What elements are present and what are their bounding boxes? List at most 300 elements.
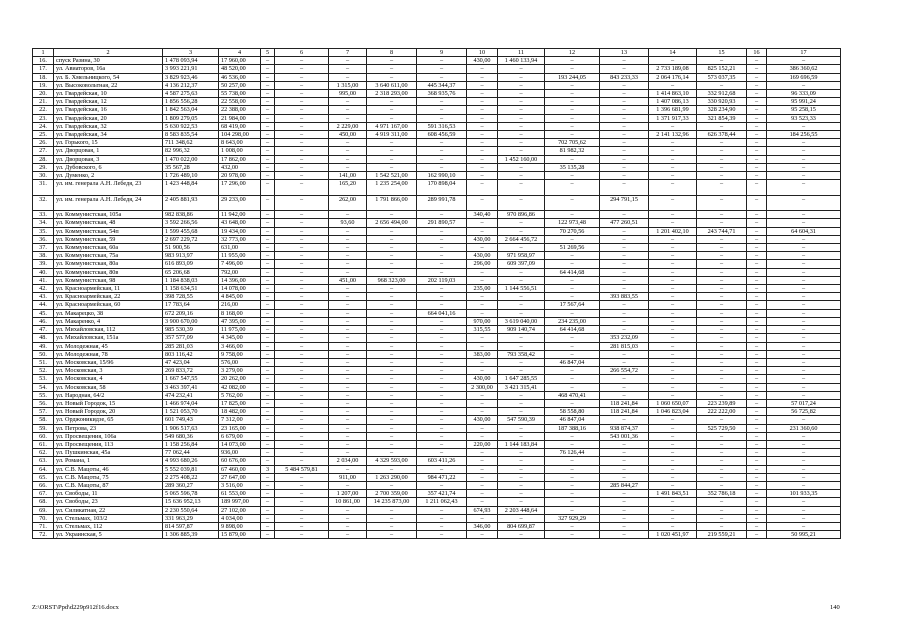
table-cell: – bbox=[545, 506, 600, 514]
table-cell: – bbox=[600, 498, 649, 506]
table-row bbox=[33, 98, 841, 106]
table-cell: – bbox=[600, 358, 649, 366]
table-cell: – bbox=[747, 106, 767, 114]
table-cell: 45. bbox=[33, 309, 54, 317]
table-cell: 5 065 596,78 bbox=[163, 490, 219, 498]
table-cell: – bbox=[697, 235, 747, 243]
table-cell: 22. bbox=[33, 106, 54, 114]
table-row bbox=[33, 514, 841, 522]
table-cell: – bbox=[767, 342, 841, 350]
table-cell: 31. bbox=[33, 180, 54, 196]
table-cell: – bbox=[747, 260, 767, 268]
table-cell: – bbox=[697, 416, 747, 424]
table-cell: 118 241,84 bbox=[600, 399, 649, 407]
table-cell: 38. bbox=[33, 252, 54, 260]
table-cell: 8 583 835,54 bbox=[163, 131, 219, 139]
table-cell: – bbox=[545, 106, 600, 114]
table-cell: 3 bbox=[261, 465, 275, 473]
table-cell: – bbox=[697, 498, 747, 506]
table-cell: – bbox=[275, 211, 329, 219]
table-cell: – bbox=[747, 334, 767, 342]
table-cell: – bbox=[261, 317, 275, 325]
table-cell: – bbox=[275, 326, 329, 334]
table-cell: – bbox=[600, 139, 649, 147]
table-cell: – bbox=[367, 163, 417, 171]
table-cell: – bbox=[767, 432, 841, 440]
table-cell: – bbox=[329, 227, 367, 235]
table-cell: – bbox=[275, 172, 329, 180]
table-cell: 549 680,36 bbox=[163, 432, 219, 440]
table-cell: 368 935,76 bbox=[417, 90, 467, 98]
table-cell: 4 034,00 bbox=[219, 514, 261, 522]
table-cell: – bbox=[767, 326, 841, 334]
table-cell: – bbox=[275, 449, 329, 457]
table-cell: – bbox=[767, 57, 841, 65]
table-cell: – bbox=[697, 301, 747, 309]
table-cell: – bbox=[649, 465, 697, 473]
table-cell: 601 749,43 bbox=[163, 416, 219, 424]
table-cell: – bbox=[545, 399, 600, 407]
table-cell: – bbox=[498, 432, 545, 440]
table-cell: – bbox=[261, 139, 275, 147]
table-cell: 42 082,00 bbox=[219, 383, 261, 391]
table-cell: 35 135,28 bbox=[545, 163, 600, 171]
table-cell: – bbox=[367, 424, 417, 432]
table-cell: 46 536,00 bbox=[219, 73, 261, 81]
table-cell: – bbox=[545, 383, 600, 391]
table-cell: – bbox=[367, 260, 417, 268]
table-cell: 982 838,86 bbox=[163, 211, 219, 219]
table-cell: – bbox=[467, 408, 498, 416]
table-cell: 47 423,04 bbox=[163, 358, 219, 366]
header-cell: 8 bbox=[367, 49, 417, 57]
table-cell: 1 466 974,04 bbox=[163, 399, 219, 407]
footer-file-path: Z:\ORST\Ppd\d229p912f16.docx bbox=[32, 604, 119, 611]
table-cell: – bbox=[261, 155, 275, 163]
table-cell: 266 554,72 bbox=[600, 367, 649, 375]
table-cell: 17. bbox=[33, 65, 54, 73]
table-cell: – bbox=[767, 260, 841, 268]
table-cell: 223 239,89 bbox=[697, 399, 747, 407]
table-cell: 58 558,80 bbox=[545, 408, 600, 416]
table-cell: – bbox=[367, 449, 417, 457]
table-cell: – bbox=[747, 90, 767, 98]
table-cell: – bbox=[367, 65, 417, 73]
table-cell: – bbox=[600, 285, 649, 293]
table-cell: – bbox=[498, 391, 545, 399]
table-cell: – bbox=[261, 285, 275, 293]
table-cell: 30. bbox=[33, 172, 54, 180]
table-cell: 4 136 212,37 bbox=[163, 81, 219, 89]
table-cell: – bbox=[275, 73, 329, 81]
table-cell: – bbox=[367, 416, 417, 424]
table-cell: – bbox=[467, 531, 498, 539]
table-cell: – bbox=[697, 350, 747, 358]
table-row bbox=[33, 473, 841, 481]
table-cell: 430,00 bbox=[467, 57, 498, 65]
table-cell: – bbox=[275, 131, 329, 139]
table-cell: 23 165,00 bbox=[219, 424, 261, 432]
table-cell: – bbox=[747, 490, 767, 498]
table-cell: – bbox=[649, 147, 697, 155]
table-cell: – bbox=[545, 65, 600, 73]
table-row bbox=[33, 106, 841, 114]
table-cell: – bbox=[697, 244, 747, 252]
table-cell: – bbox=[697, 449, 747, 457]
table-cell: – bbox=[649, 180, 697, 196]
table-cell: ул. Петрова, 23 bbox=[54, 424, 163, 432]
table-cell: 72. bbox=[33, 531, 54, 539]
table-cell: 76 126,44 bbox=[545, 449, 600, 457]
table-cell: 193 244,05 bbox=[545, 73, 600, 81]
table-cell: – bbox=[545, 180, 600, 196]
table-cell: – bbox=[261, 131, 275, 139]
table-cell: 60 676,00 bbox=[219, 457, 261, 465]
table-cell: – bbox=[767, 139, 841, 147]
table-cell: – bbox=[545, 309, 600, 317]
table-cell: – bbox=[467, 139, 498, 147]
table-cell: – bbox=[367, 227, 417, 235]
table-cell: – bbox=[600, 114, 649, 122]
table-cell: – bbox=[600, 252, 649, 260]
table-cell: 14 235 873,00 bbox=[367, 498, 417, 506]
table-cell: 2 697 229,72 bbox=[163, 235, 219, 243]
table-cell: – bbox=[467, 391, 498, 399]
table-cell: – bbox=[498, 180, 545, 196]
table-cell: 985 530,39 bbox=[163, 326, 219, 334]
table-cell: 477 260,51 bbox=[600, 219, 649, 227]
table-cell: – bbox=[747, 465, 767, 473]
table-cell: ул. Новый Городок, 15 bbox=[54, 399, 163, 407]
table-cell: – bbox=[261, 481, 275, 489]
table-cell: ул. Гвардейская, 20 bbox=[54, 114, 163, 122]
table-cell: 46 847,04 bbox=[545, 416, 600, 424]
table-cell: ул. Высоковольтная, 22 bbox=[54, 81, 163, 89]
table-cell: – bbox=[498, 98, 545, 106]
table-cell: – bbox=[697, 440, 747, 448]
header-cell: 7 bbox=[329, 49, 367, 57]
table-cell: – bbox=[261, 235, 275, 243]
table-row bbox=[33, 147, 841, 155]
table-cell: ул. С.В. Мацоты, 87 bbox=[54, 481, 163, 489]
table-cell: 14 073,00 bbox=[219, 440, 261, 448]
table-cell: 81 982,32 bbox=[545, 147, 600, 155]
table-cell: 294 791,15 bbox=[600, 195, 649, 211]
table-cell: 21 984,00 bbox=[219, 114, 261, 122]
table-cell: – bbox=[417, 531, 467, 539]
table-cell: 8 168,00 bbox=[219, 309, 261, 317]
table-cell: – bbox=[275, 235, 329, 243]
table-cell: ул. Красноармейская, 11 bbox=[54, 285, 163, 293]
table-cell: – bbox=[747, 139, 767, 147]
table-cell: 711 348,62 bbox=[163, 139, 219, 147]
header-cell: 14 bbox=[649, 49, 697, 57]
table-cell: 346,00 bbox=[467, 522, 498, 530]
table-cell: 67 460,00 bbox=[219, 465, 261, 473]
table-cell: 262,00 bbox=[329, 195, 367, 211]
table-cell: 1 460 133,94 bbox=[498, 57, 545, 65]
table-cell: – bbox=[261, 98, 275, 106]
table-cell: – bbox=[329, 317, 367, 325]
table-cell: ул. Свободы, 11 bbox=[54, 490, 163, 498]
table-cell: – bbox=[767, 317, 841, 325]
table-cell: 2 064 176,14 bbox=[649, 73, 697, 81]
table-cell: – bbox=[600, 98, 649, 106]
table-cell: – bbox=[697, 219, 747, 227]
table-cell: – bbox=[275, 522, 329, 530]
table-cell: – bbox=[747, 481, 767, 489]
table-cell: – bbox=[275, 432, 329, 440]
table-cell: – bbox=[261, 147, 275, 155]
table-row bbox=[33, 334, 841, 342]
table-cell: – bbox=[747, 285, 767, 293]
table-cell: – bbox=[747, 172, 767, 180]
table-cell: 17 567,64 bbox=[545, 301, 600, 309]
table-cell: – bbox=[261, 375, 275, 383]
table-cell: 970 896,86 bbox=[498, 211, 545, 219]
table-cell: – bbox=[545, 122, 600, 130]
table-row bbox=[33, 81, 841, 89]
table-cell: – bbox=[697, 260, 747, 268]
table-cell: – bbox=[649, 326, 697, 334]
table-cell: – bbox=[498, 147, 545, 155]
table-cell: 104 298,00 bbox=[219, 131, 261, 139]
table-cell: 1 521 053,70 bbox=[163, 408, 219, 416]
table-cell: 591 316,53 bbox=[417, 122, 467, 130]
table-row bbox=[33, 358, 841, 366]
table-cell: – bbox=[261, 326, 275, 334]
table-cell: – bbox=[275, 301, 329, 309]
table-cell: – bbox=[261, 73, 275, 81]
table-cell: – bbox=[600, 65, 649, 73]
table-cell: – bbox=[697, 465, 747, 473]
table-cell: 936,00 bbox=[219, 449, 261, 457]
table-cell: – bbox=[697, 252, 747, 260]
table-cell: – bbox=[767, 391, 841, 399]
table-cell: – bbox=[329, 350, 367, 358]
table-cell: 17 296,00 bbox=[219, 180, 261, 196]
table-cell: – bbox=[767, 180, 841, 196]
table-cell: ул. Михайловская, 112 bbox=[54, 326, 163, 334]
table-cell: 702 705,62 bbox=[545, 139, 600, 147]
table-cell: 2 318 293,00 bbox=[367, 90, 417, 98]
table-cell: – bbox=[417, 73, 467, 81]
table-cell: – bbox=[275, 350, 329, 358]
table-cell: – bbox=[329, 408, 367, 416]
table-cell: 1 906 517,63 bbox=[163, 424, 219, 432]
table-cell: 56. bbox=[33, 399, 54, 407]
table-cell: 5 630 922,53 bbox=[163, 122, 219, 130]
table-cell: – bbox=[275, 416, 329, 424]
table-cell: – bbox=[467, 367, 498, 375]
table-cell: ул. С.В. Мацоты, 46 bbox=[54, 465, 163, 473]
table-cell: – bbox=[261, 57, 275, 65]
table-cell: – bbox=[367, 481, 417, 489]
table-row bbox=[33, 57, 841, 65]
table-cell: 1 726 489,10 bbox=[163, 172, 219, 180]
table-cell: – bbox=[747, 98, 767, 106]
table-cell: – bbox=[329, 391, 367, 399]
table-cell: – bbox=[649, 383, 697, 391]
table-cell: 672 209,16 bbox=[163, 309, 219, 317]
table-cell: – bbox=[417, 155, 467, 163]
table-cell: – bbox=[767, 334, 841, 342]
table-cell: 332 912,68 bbox=[697, 90, 747, 98]
table-cell: – bbox=[697, 276, 747, 284]
table-cell: – bbox=[367, 309, 417, 317]
table-cell: 189 997,00 bbox=[219, 498, 261, 506]
table-row bbox=[33, 440, 841, 448]
table-cell: – bbox=[600, 172, 649, 180]
table-cell: – bbox=[767, 163, 841, 171]
table-cell: – bbox=[329, 416, 367, 424]
table-cell: – bbox=[747, 424, 767, 432]
table-row bbox=[33, 139, 841, 147]
table-cell: – bbox=[767, 350, 841, 358]
table-cell: ул. Коммунистская, 98 bbox=[54, 276, 163, 284]
table-cell: – bbox=[261, 383, 275, 391]
table-cell: 170 898,04 bbox=[417, 180, 467, 196]
table-cell: 1 856 556,28 bbox=[163, 98, 219, 106]
table-cell: 70 270,56 bbox=[545, 227, 600, 235]
table-cell: – bbox=[329, 481, 367, 489]
table-cell: – bbox=[275, 424, 329, 432]
table-cell: – bbox=[747, 122, 767, 130]
table-cell: – bbox=[329, 514, 367, 522]
table-cell: 7 312,00 bbox=[219, 416, 261, 424]
table-cell: 64 414,68 bbox=[545, 326, 600, 334]
table-cell: – bbox=[261, 514, 275, 522]
table-cell: – bbox=[261, 416, 275, 424]
header-cell: 16 bbox=[747, 49, 767, 57]
table-cell: – bbox=[417, 449, 467, 457]
table-cell: – bbox=[275, 276, 329, 284]
table-cell: 56 725,82 bbox=[767, 408, 841, 416]
table-cell: – bbox=[649, 432, 697, 440]
table-cell: – bbox=[649, 139, 697, 147]
table-cell: 169 696,59 bbox=[767, 73, 841, 81]
header-cell: 13 bbox=[600, 49, 649, 57]
table-cell: – bbox=[261, 334, 275, 342]
table-cell: 39. bbox=[33, 260, 54, 268]
table-cell: – bbox=[367, 408, 417, 416]
table-cell: – bbox=[261, 432, 275, 440]
table-cell: – bbox=[329, 57, 367, 65]
table-cell: – bbox=[697, 375, 747, 383]
table-cell: – bbox=[747, 131, 767, 139]
table-cell: ул. Думенко, 2 bbox=[54, 172, 163, 180]
table-cell: – bbox=[649, 309, 697, 317]
table-cell: – bbox=[767, 252, 841, 260]
table-cell: 3 516,00 bbox=[219, 481, 261, 489]
table-cell: 1 407 086,13 bbox=[649, 98, 697, 106]
table-cell: ул. Коммунистская, 75а bbox=[54, 252, 163, 260]
table-cell: – bbox=[747, 432, 767, 440]
table-row bbox=[33, 172, 841, 180]
table-cell: – bbox=[600, 147, 649, 155]
table-cell: 48. bbox=[33, 334, 54, 342]
table-cell: 330 920,93 bbox=[697, 98, 747, 106]
table-cell: 10 861,00 bbox=[329, 498, 367, 506]
table-cell: – bbox=[747, 235, 767, 243]
table-cell: – bbox=[417, 375, 467, 383]
table-cell: 95 258,15 bbox=[767, 106, 841, 114]
table-cell: – bbox=[329, 326, 367, 334]
table-cell: 3 829 923,46 bbox=[163, 73, 219, 81]
table-cell: 1 235 254,00 bbox=[367, 180, 417, 196]
table-cell: 82 996,32 bbox=[163, 147, 219, 155]
table-cell: – bbox=[367, 514, 417, 522]
table-cell: – bbox=[545, 342, 600, 350]
table-cell: – bbox=[498, 81, 545, 89]
table-cell: – bbox=[261, 163, 275, 171]
table-cell: – bbox=[498, 408, 545, 416]
table-cell: 33. bbox=[33, 211, 54, 219]
table-cell: 5 762,00 bbox=[219, 391, 261, 399]
table-cell: – bbox=[697, 457, 747, 465]
table-cell: – bbox=[275, 244, 329, 252]
table-cell: – bbox=[467, 73, 498, 81]
table-row bbox=[33, 465, 841, 473]
table-cell: – bbox=[417, 432, 467, 440]
table-cell: 20 262,00 bbox=[219, 375, 261, 383]
table-cell: – bbox=[417, 114, 467, 122]
table-cell: – bbox=[498, 90, 545, 98]
table-cell: – bbox=[367, 391, 417, 399]
table-cell: – bbox=[545, 195, 600, 211]
table-cell: 202 119,03 bbox=[417, 276, 467, 284]
table-cell: – bbox=[417, 358, 467, 366]
table-cell: – bbox=[747, 522, 767, 530]
header-cell: 15 bbox=[697, 49, 747, 57]
table-cell: 118 241,84 bbox=[600, 408, 649, 416]
table-cell: – bbox=[498, 293, 545, 301]
table-cell: – bbox=[329, 98, 367, 106]
table-row bbox=[33, 285, 841, 293]
table-cell: 95 991,24 bbox=[767, 98, 841, 106]
table-row bbox=[33, 449, 841, 457]
table-cell: – bbox=[747, 473, 767, 481]
table-cell: – bbox=[261, 276, 275, 284]
table-cell: – bbox=[649, 506, 697, 514]
table-cell: – bbox=[417, 293, 467, 301]
table-cell: – bbox=[649, 244, 697, 252]
table-cell: – bbox=[747, 73, 767, 81]
table-cell: 216,00 bbox=[219, 301, 261, 309]
table-cell: 23. bbox=[33, 114, 54, 122]
table-cell: – bbox=[747, 211, 767, 219]
table-cell: – bbox=[367, 139, 417, 147]
table-cell: спуск Разина, 30 bbox=[54, 57, 163, 65]
table-cell: 2 229,00 bbox=[329, 122, 367, 130]
table-cell: – bbox=[649, 522, 697, 530]
table-cell: – bbox=[697, 309, 747, 317]
table-cell: – bbox=[545, 465, 600, 473]
table-cell: – bbox=[275, 440, 329, 448]
table-cell: – bbox=[649, 317, 697, 325]
table-cell: 9 758,00 bbox=[219, 350, 261, 358]
table-row bbox=[33, 326, 841, 334]
table-cell: – bbox=[275, 155, 329, 163]
table-cell: – bbox=[767, 473, 841, 481]
table-cell: ул. Гвардейская, 12 bbox=[54, 98, 163, 106]
table-cell: 383,00 bbox=[467, 350, 498, 358]
table-cell: – bbox=[329, 260, 367, 268]
table-cell: 8 643,00 bbox=[219, 139, 261, 147]
table-row bbox=[33, 252, 841, 260]
table-cell: 430,00 bbox=[467, 235, 498, 243]
table-cell: – bbox=[261, 65, 275, 73]
